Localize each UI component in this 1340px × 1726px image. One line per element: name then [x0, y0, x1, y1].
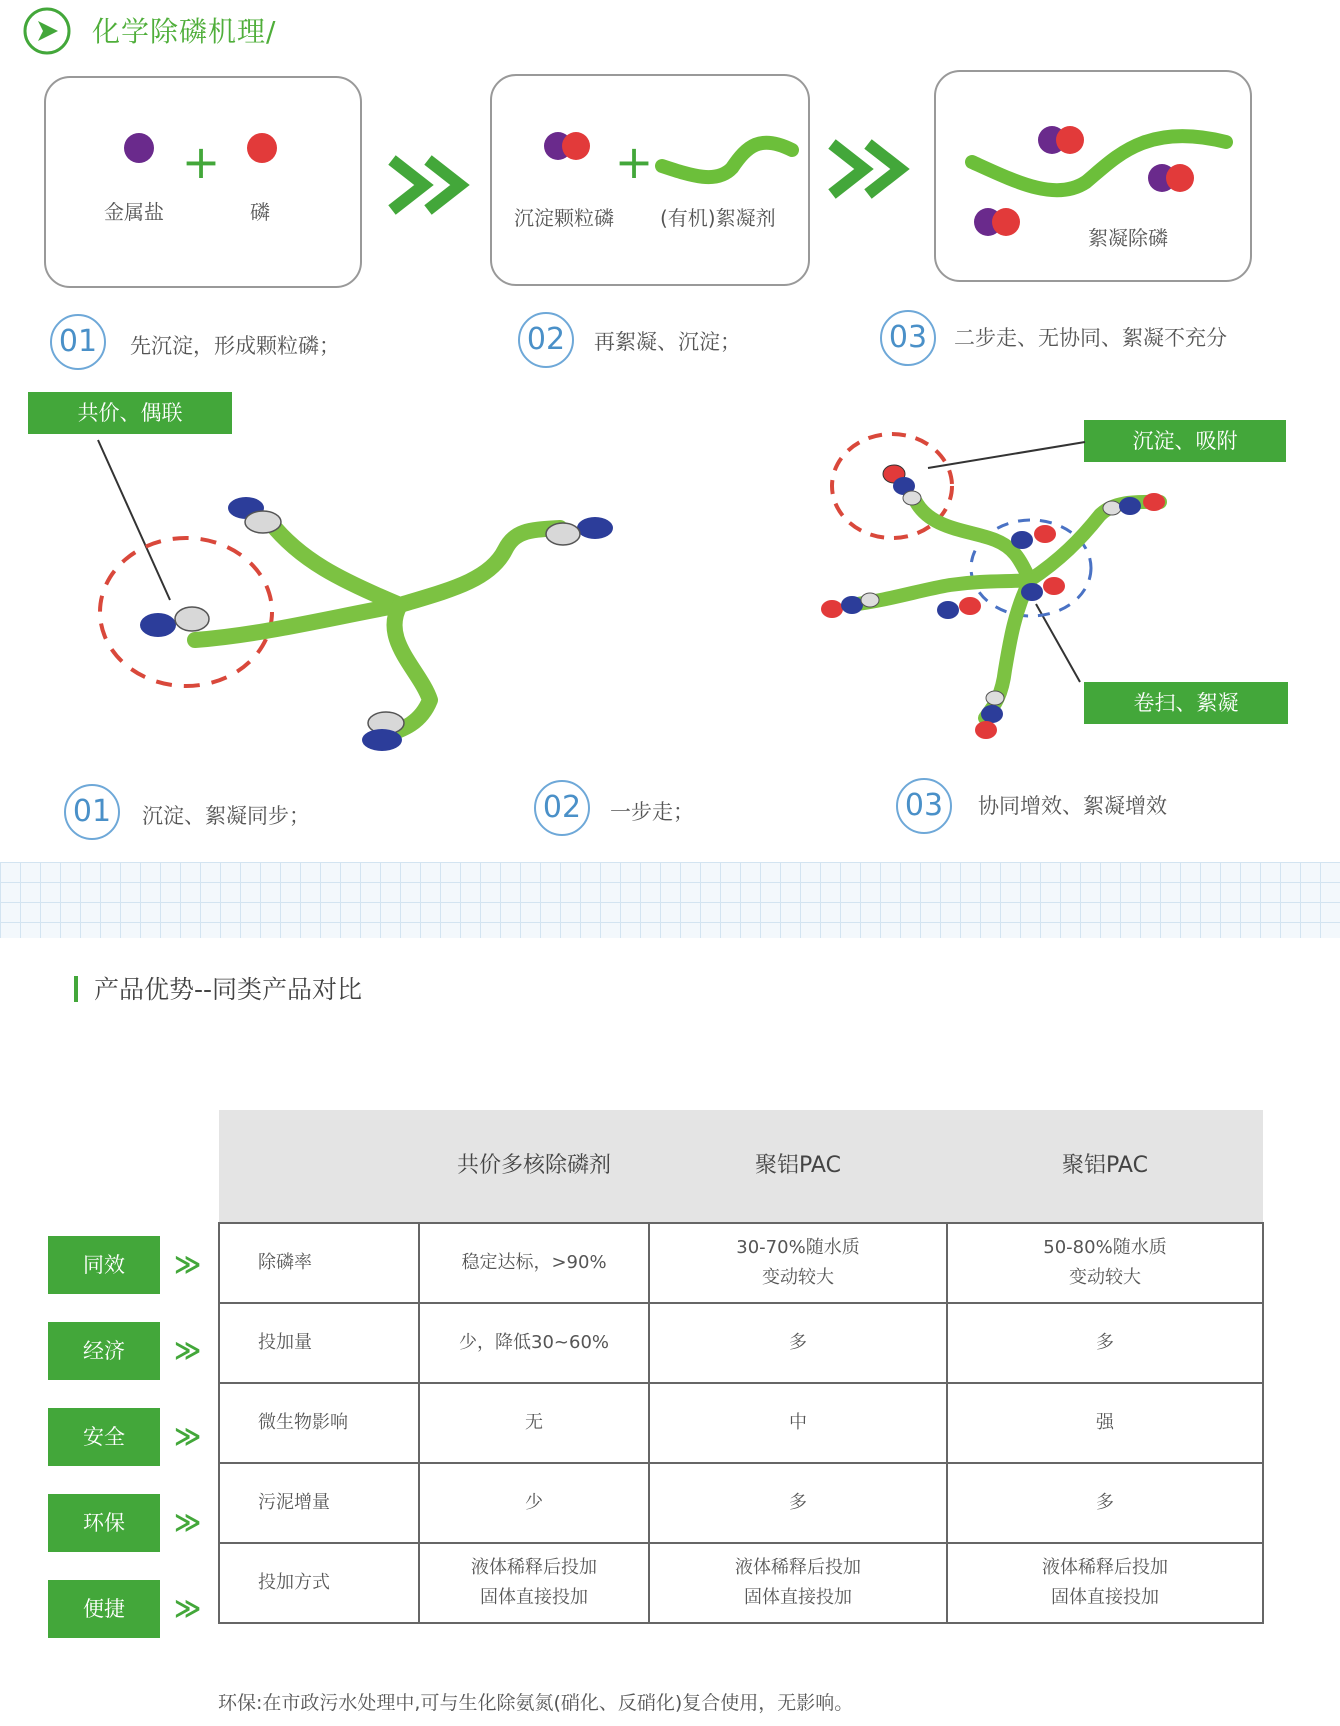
step-number-bottom-2: 02 [534, 780, 590, 836]
chevron-right-icon: ≫ [174, 1594, 202, 1624]
step-text-top-1: 先沉淀，形成颗粒磷； [130, 334, 340, 358]
row-label: 污泥增量 [219, 1463, 419, 1543]
table-row [219, 1223, 1263, 1303]
step-number-top-1: 01 [50, 314, 106, 370]
table-header-cell: 聚铝PAC [947, 1110, 1263, 1223]
table-header-cell [219, 1110, 419, 1223]
table-cell: 多 [649, 1303, 947, 1383]
side-label-efficacy: 同效 [48, 1236, 160, 1294]
grid-divider-band [0, 862, 1340, 938]
process-box-3 [934, 70, 1252, 282]
process-box-2 [490, 74, 810, 286]
comparison-table [218, 1110, 1264, 1624]
flocculation-removal-label: 絮凝除磷 [1088, 226, 1168, 250]
section-title: 产品优势--同类产品对比 [94, 975, 363, 1004]
svg-text:+: + [181, 135, 221, 189]
chevron-right-icon: ≫ [174, 1250, 202, 1280]
particle-plus-flocculant-figure [492, 76, 812, 288]
table-cell: 30-70%随水质 变动较大 [649, 1223, 947, 1303]
table-header-row [219, 1110, 1263, 1223]
metal-salt-plus-phosphorus-figure [46, 78, 364, 290]
step-text-top-3: 二步走、无协同、絮凝不充分 [954, 326, 1227, 350]
header-icon [22, 6, 72, 56]
svg-text:+: + [614, 135, 654, 189]
metal-salt-label: 金属盐 [104, 200, 164, 224]
step-text-bottom-3: 协同增效、絮凝增效 [978, 794, 1167, 818]
row-label: 微生物影响 [219, 1383, 419, 1463]
chevron-right-icon: ≫ [174, 1336, 202, 1366]
table-cell: 液体稀释后投加 固体直接投加 [947, 1543, 1263, 1623]
side-label-convenience: 便捷 [48, 1580, 160, 1638]
chevron-right-icon: ≫ [174, 1508, 202, 1538]
table-row [219, 1303, 1263, 1383]
table-cell: 强 [947, 1383, 1263, 1463]
table-row [219, 1463, 1263, 1543]
side-label-safety: 安全 [48, 1408, 160, 1466]
step-number-top-3: 03 [880, 310, 936, 366]
table-header-cell: 聚铝PAC [649, 1110, 947, 1223]
covalent-coupling-diagram [0, 430, 640, 770]
covalent-coupling-tag: 共价、偶联 [28, 392, 232, 434]
step-number-bottom-3: 03 [896, 778, 952, 834]
precipitated-particle-label: 沉淀颗粒磷 [514, 206, 614, 230]
table-cell: 中 [649, 1383, 947, 1463]
section-title-bar [74, 976, 78, 1002]
flocculant-label: (有机)絮凝剂 [660, 206, 776, 230]
table-cell: 液体稀释后投加 固体直接投加 [419, 1543, 649, 1623]
side-label-economy: 经济 [48, 1322, 160, 1380]
table-cell: 无 [419, 1383, 649, 1463]
double-chevron-icon [826, 134, 916, 208]
table-header-cell: 共价多核除磷剂 [419, 1110, 649, 1223]
step-text-bottom-2: 一步走； [610, 800, 694, 824]
sweep-flocculation-tag: 卷扫、絮凝 [1084, 682, 1288, 724]
table-cell: 多 [649, 1463, 947, 1543]
side-label-eco: 环保 [48, 1494, 160, 1552]
step-text-top-2: 再絮凝、沉淀； [594, 330, 741, 354]
table-cell: 多 [947, 1463, 1263, 1543]
table-row [219, 1383, 1263, 1463]
step-number-bottom-1: 01 [64, 784, 120, 840]
synergy-diagram [800, 420, 1200, 760]
arrow-circle-icon [22, 6, 72, 56]
phosphorus-label: 磷 [250, 200, 270, 224]
step-text-bottom-1: 沉淀、絮凝同步； [142, 804, 310, 828]
table-cell: 多 [947, 1303, 1263, 1383]
step-number-top-2: 02 [518, 312, 574, 368]
table-cell: 稳定达标，>90% [419, 1223, 649, 1303]
table-cell: 液体稀释后投加 固体直接投加 [649, 1543, 947, 1623]
flocculation-removal-figure [936, 72, 1254, 284]
precipitation-adsorption-tag: 沉淀、吸附 [1084, 420, 1286, 462]
double-chevron-icon [386, 150, 476, 224]
footnote: 环保:在市政污水处理中,可与生化除氨氮(硝化、反硝化)复合使用，无影响。 [218, 1692, 854, 1714]
row-label: 投加方式 [219, 1543, 419, 1623]
row-label: 投加量 [219, 1303, 419, 1383]
table-cell: 少 [419, 1463, 649, 1543]
table-cell: 50-80%随水质 变动较大 [947, 1223, 1263, 1303]
process-box-1 [44, 76, 362, 288]
chevron-right-icon: ≫ [174, 1422, 202, 1452]
page-title: 化学除磷机理/ [92, 15, 277, 48]
row-label: 除磷率 [219, 1223, 419, 1303]
table-row [219, 1543, 1263, 1623]
table-cell: 少，降低30~60% [419, 1303, 649, 1383]
